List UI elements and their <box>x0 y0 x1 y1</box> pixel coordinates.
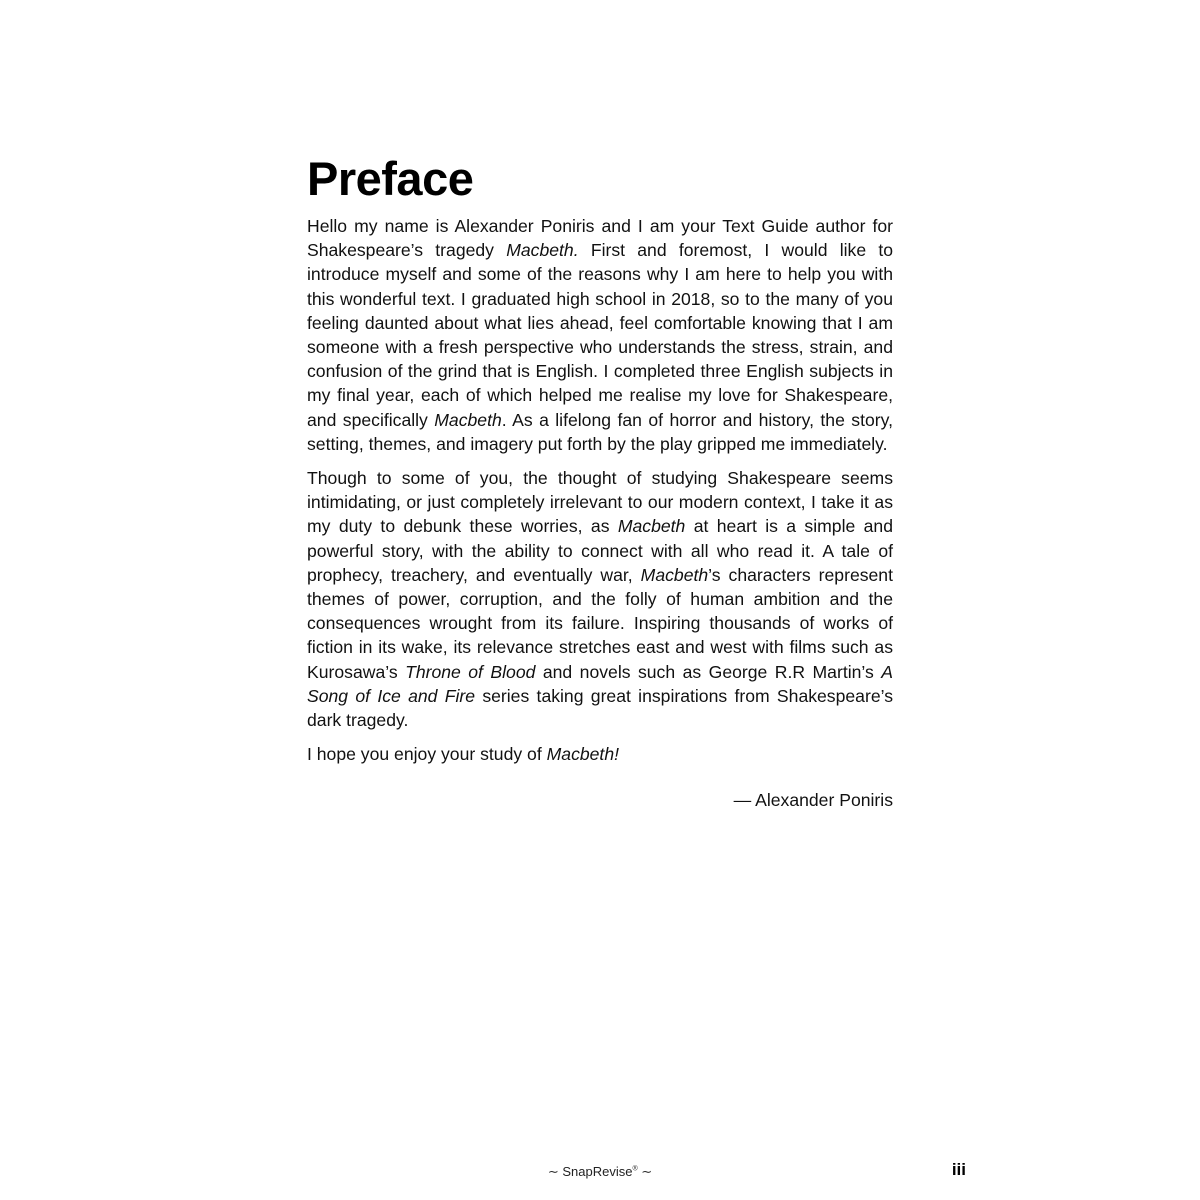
preface-content <box>307 150 893 812</box>
paragraph-closing <box>307 742 893 766</box>
tilde-right: ∼ <box>641 1164 653 1179</box>
page-title: Preface <box>307 152 474 205</box>
text-span: . As a lifelong fan of horror and history, the story, setting, themes, and imagery put forth by the play gripped me immediately. <box>307 409 893 454</box>
text-span: at heart is a simple and powerful story, with the ability to connect with all who read it. A tale of prophecy, treachery, and eventually war, <box>307 516 893 585</box>
text-span: series taking great inspirations from Shakespeare’s dark tragedy. <box>307 685 893 731</box>
brand-name: SnapRevise <box>562 1164 633 1179</box>
text-span: Hello my name is Alexander Poniris and I am your Text Guide author for Shakespeare’s tragedy <box>307 216 893 261</box>
paragraph-intro <box>307 214 893 456</box>
text-span: First and foremost, I would like to introduce myself and some of the reasons why I am here to help you with this wonderful text. I graduated high school in 2018, so to the many of you feeling daunted about what lies ahead, feel comfortable knowing that I am someone with a fresh perspective who understands the stress, strain, and confusion of the grind that is English. I completed three English subjects in my final year, each of which helped me realise my love for Shakespeare, and specifically <box>307 240 894 430</box>
title-italic: Throne of Blood <box>405 661 536 682</box>
text-span: Though to some of you, the thought of studying Shakespeare seems intimidating, or just completely irrelevant to our modern context, I take it as my duty to debunk these worries, as <box>307 468 893 537</box>
registered-mark: ® <box>632 1165 638 1173</box>
title-italic: Macbeth! <box>546 744 619 765</box>
paragraph-relevance <box>307 466 893 732</box>
title-italic: Macbeth <box>617 516 686 537</box>
author-signature: — Alexander Poniris <box>733 790 893 811</box>
title-italic: Macbeth <box>434 409 502 430</box>
text-span: ’s characters represent themes of power, corruption, and the folly of human ambition and the consequences wrought from its failure. Inspiring thousands of works of fiction in its wake, its relevance stretches east and west with films such as Kurosawa’s <box>307 564 893 682</box>
text-span: and novels such as George R.R Martin’s <box>535 661 882 682</box>
tilde-left: ∼ <box>547 1164 559 1179</box>
text-span: I hope you enjoy your study of <box>307 744 547 765</box>
footer-brand <box>0 1164 1200 1180</box>
title-italic: A Song of Ice and Fire <box>307 661 893 706</box>
title-italic: Macbeth. <box>506 240 579 261</box>
page-number: iii <box>951 1160 966 1179</box>
title-italic: Macbeth <box>640 564 709 585</box>
